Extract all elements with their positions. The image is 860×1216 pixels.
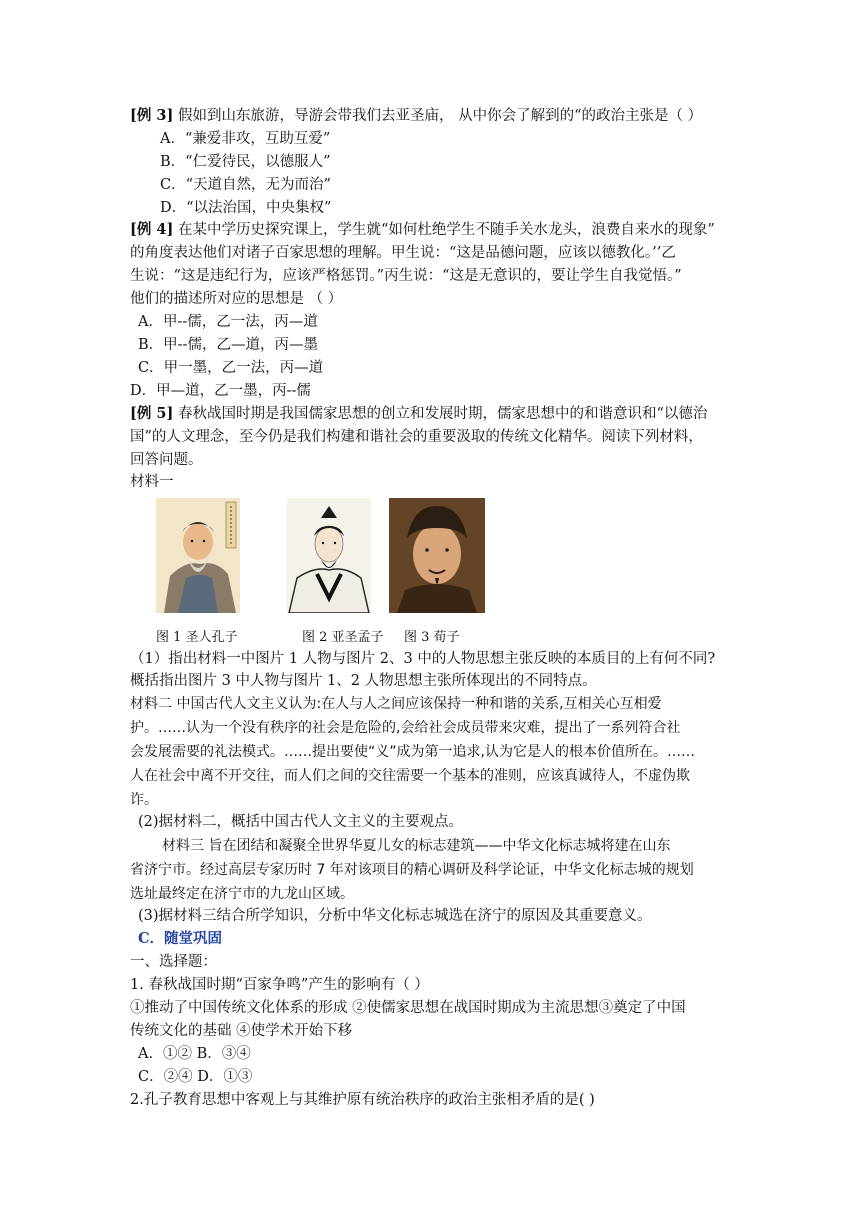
question-3: (3)据材料三结合所学知识，分析中华文化标志城选在济宁的原因及其重要意义。 xyxy=(138,908,652,924)
example4-line-2: 的角度表达他们对诸子百家思想的理解。甲生说：“这是品德问题，应该以德教化。’’乙 xyxy=(130,245,676,261)
example4-line-4: 他们的描述所对应的思想是 （ ） xyxy=(130,291,343,307)
section-c-subheading: 一、选择题： xyxy=(130,954,217,970)
figure-1-caption: 图 1 圣人孔子 xyxy=(156,630,238,645)
choice-question-1-options-ab: A．①② B．③④ xyxy=(138,1046,251,1062)
material3-line-2: 省济宁市。经过高层专家历时 7 年对该项目的精心调研及科学论证，中华文化标志城的规划 xyxy=(130,862,694,878)
example5-text-1: 春秋战国时期是我国儒家思想的创立和发展时期，儒家思想中的和谐意识和“以德治 xyxy=(177,406,708,422)
example3-question-line xyxy=(130,106,702,126)
choice-question-1: 1. 春秋战国时期“百家争鸣”产生的影响有（ ） xyxy=(130,977,429,993)
figure-mencius-portrait xyxy=(287,498,371,613)
material2-line-4: 人在社会中离不开交往，而人们之间的交往需要一个基本的准则，应该真诚待人，不虚伪欺 xyxy=(130,768,690,784)
material1-title: 材料一 xyxy=(130,474,174,490)
example4-option-b: B．甲--儒，乙—道，丙—墨 xyxy=(138,337,318,353)
example3-option-a: A．“兼爱非攻，互助互爱” xyxy=(160,131,331,147)
choice-question-2: 2.孔子教育思想中客观上与其维护原有统治秩序的政治主张相矛盾的是( ) xyxy=(130,1092,595,1108)
choice-question-1-options-cd: C．②④ D．①③ xyxy=(138,1069,253,1085)
figure-confucius-portrait xyxy=(156,498,240,613)
example4-option-d: D．甲—道，乙一墨，丙--儒 xyxy=(130,383,311,399)
choice-question-1-line-2: 传统文化的基础 ④使学术开始下移 xyxy=(130,1023,353,1039)
question-1-line-2: 概括指出图片 3 中人物与图片 1、2 人物思想主张所体现出的不同特点。 xyxy=(130,673,597,689)
example3-option-c: C．“天道自然，无为而治” xyxy=(160,177,331,193)
choice-question-1-line-1: ①推动了中国传统文化体系的形成 ②使儒家思想在战国时期成为主流思想③奠定了中国 xyxy=(130,1000,686,1016)
example3-option-b: B．“仁爱待民，以德服人” xyxy=(160,154,331,170)
question-2: (2)据材料二，概括中国古代人文主义的主要观点。 xyxy=(138,814,464,830)
example4-label: [例 4] xyxy=(130,221,174,238)
example5-label: [例 5] xyxy=(130,405,174,422)
example4-text-1: 在某中学历史探究课上，学生就“如何杜绝学生不随手关水龙头，浪费自来水的现象” xyxy=(177,222,715,238)
example5-line-2: 国”的人文理念，至今仍是我们构建和谐社会的重要汲取的传统文化精华。阅读下列材料， xyxy=(130,429,703,445)
example5-line-3: 回答问题。 xyxy=(130,452,203,468)
figure-2-caption: 图 2 亚圣孟子 xyxy=(302,630,384,645)
figure-xunzi-portrait xyxy=(389,498,485,613)
material2-line-3: 会发展需要的礼法模式。……提出要使“义”成为第一追求,认为它是人的根本价值所在。…… xyxy=(130,744,695,760)
material2-line-1: 材料二 中国古代人文主义认为:在人与人之间应该保持一种和谐的关系,互相关心互相爱 xyxy=(130,696,662,712)
material3-line-1: 材料三 旨在团结和凝聚全世界华夏儿女的标志建筑——中华文化标志城将建在山东 xyxy=(162,838,671,854)
example4-line-3: 生说：“这是违纪行为，应该严格惩罚。”丙生说：“这是无意识的，要让学生自我觉悟。” xyxy=(130,268,682,284)
example4-option-c: C．甲一墨，乙一法，丙—道 xyxy=(138,360,324,376)
material3-line-3: 选址最终定在济宁市的九龙山区域。 xyxy=(130,886,354,902)
material2-line-5: 诈。 xyxy=(130,792,158,808)
example4-option-a: A．甲--儒，乙一法，丙—道 xyxy=(138,314,318,330)
example4-line-1 xyxy=(130,220,715,240)
section-c-heading: C．随堂巩固 xyxy=(138,930,223,947)
figure-3-caption: 图 3 荀子 xyxy=(404,630,460,645)
example5-line-1 xyxy=(130,404,707,424)
example3-question: 假如到山东旅游，导游会带我们去亚圣庙， 从中你会了解到的“的政治主张是（ ） xyxy=(177,108,703,124)
example3-label: [例 3] xyxy=(130,107,174,124)
example3-option-d: D．“以法治国，中央集权” xyxy=(160,200,332,216)
question-1-line-1: （1）指出材料一中图片 1 人物与图片 2、3 中的人物思想主张反映的本质目的上有何不同? xyxy=(130,651,716,667)
material2-line-2: 护。……认为一个没有秩序的社会是危险的,会给社会成员带来灾难，提出了一系列符合社 xyxy=(130,720,681,736)
